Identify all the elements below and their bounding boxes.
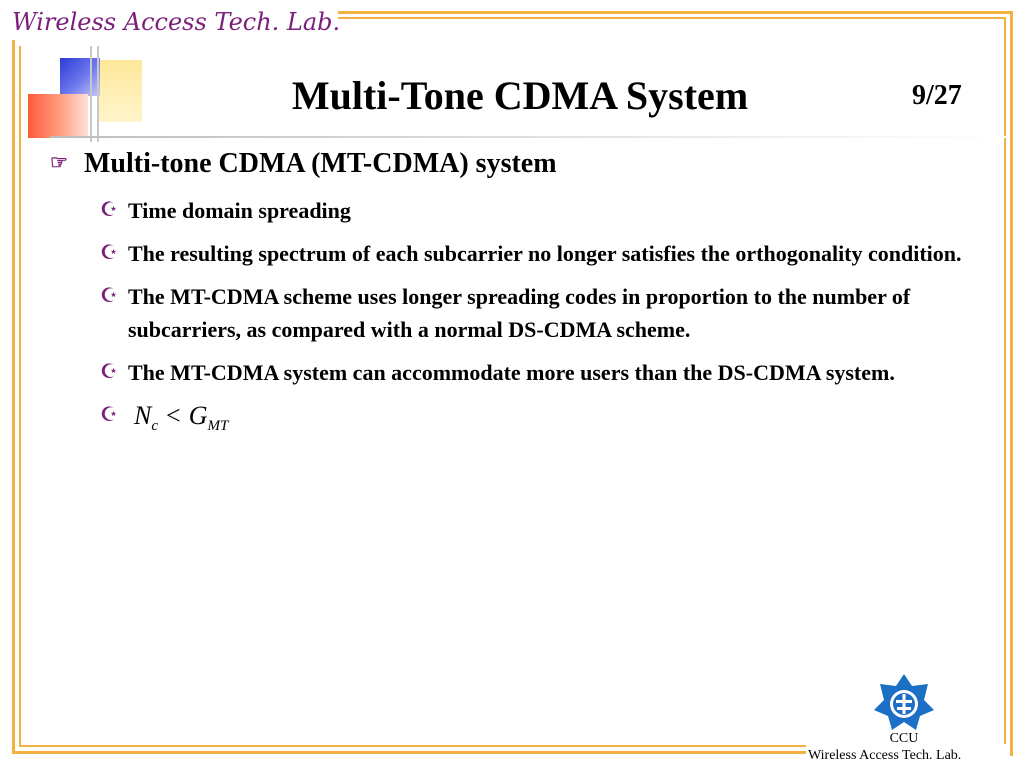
footer-org: CCU	[889, 731, 919, 746]
frame-right-outer	[1010, 11, 1013, 756]
crescent-star-icon: ☪	[100, 285, 118, 307]
slide-title: Multi-Tone CDMA System	[291, 73, 749, 118]
frame-bottom-outer	[12, 751, 806, 754]
decor-red-square	[28, 94, 88, 138]
frame-bottom-inner	[19, 745, 806, 747]
formula	[128, 401, 229, 435]
crescent-star-icon: ☪	[100, 242, 118, 264]
page-number: 9/27	[912, 80, 962, 111]
sub-bullet-item	[100, 194, 980, 227]
frame-top-inner	[338, 17, 1006, 19]
formula-operator: <	[166, 401, 181, 430]
sub-bullet-item	[100, 356, 980, 389]
sub-bullet-text: The MT-CDMA system can accommodate more users than the DS-CDMA system.	[128, 360, 895, 385]
sub-bullet-text: The MT-CDMA scheme uses longer spreading codes in proportion to the number of subcarriers, as compared with a normal DS-CDMA scheme.	[128, 284, 911, 342]
frame-left-inner	[19, 46, 21, 747]
frame-top-outer	[338, 11, 1012, 14]
sub-bullet-text: The resulting spectrum of each subcarrier no longer satisfies the orthogonality condition.	[128, 241, 962, 266]
crescent-star-icon: ☪	[100, 404, 118, 426]
sub-bullet-text: Time domain spreading	[128, 198, 351, 223]
sub-bullet-formula	[100, 399, 980, 443]
formula-lhs: N	[134, 401, 152, 430]
formula-rhs: G	[188, 401, 208, 430]
main-bullet	[50, 148, 557, 180]
pointing-hand-icon: ☞	[50, 152, 68, 174]
formula-lhs-sub: c	[151, 418, 159, 435]
decor-vertical-line	[97, 46, 99, 142]
crescent-star-icon: ☪	[100, 199, 118, 221]
sub-bullet-item	[100, 280, 980, 346]
frame-right-inner	[1004, 17, 1006, 744]
ccu-emblem-logo	[872, 672, 936, 732]
decor-vertical-line	[90, 46, 92, 142]
decor-yellow-square	[98, 60, 142, 122]
frame-left-outer	[12, 40, 15, 753]
sub-bullet-list	[100, 194, 980, 453]
formula-rhs-sub: MT	[207, 418, 229, 435]
crescent-star-icon: ☪	[100, 361, 118, 383]
sub-bullet-item	[100, 237, 980, 270]
lab-name-header: Wireless Access Tech. Lab.	[12, 8, 341, 36]
footer-lab-name: Wireless Access Tech. Lab.	[808, 748, 962, 763]
main-bullet-text: Multi-tone CDMA (MT-CDMA) system	[84, 148, 557, 179]
title-underline	[50, 136, 1010, 138]
decor-blue-square	[60, 58, 100, 96]
